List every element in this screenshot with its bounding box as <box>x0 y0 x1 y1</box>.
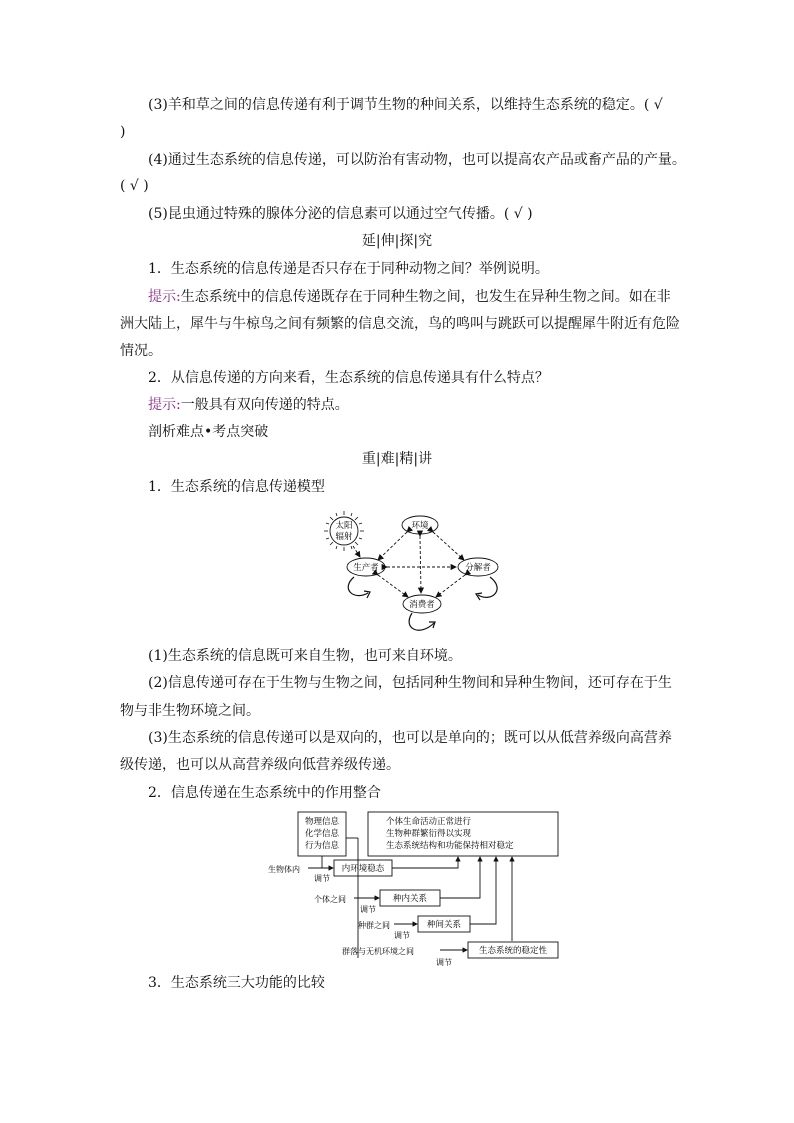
producer-label: 生产者 <box>353 563 379 573</box>
box-stability-label: 生态系统的稳定性 <box>478 946 548 956</box>
sun-label-line-2: 辐射 <box>335 532 353 542</box>
adjust-label-1: 调节 <box>314 874 330 883</box>
producer-self-loop <box>348 577 368 596</box>
arrow-env-consumer <box>420 536 421 593</box>
judgement-item-3-cont: ) <box>120 124 126 140</box>
arrow-interspecific-up <box>470 857 496 924</box>
adjust-label-2: 调节 <box>360 905 376 914</box>
answer-2-text: 一般具有双向传递的特点。 <box>180 397 349 413</box>
arrow-homeostasis-up <box>392 857 458 868</box>
arrow-env-decomposer <box>433 532 464 560</box>
judgement-item-4: (4)通过生态系统的信息传递，可以防治有害动物，也可以提高农产品或畜产品的产量。 <box>148 152 686 168</box>
section-title: 剖析难点•考点突破 <box>148 424 269 440</box>
adjust-label-4: 调节 <box>436 958 452 967</box>
hint-label: 提示: <box>148 289 181 305</box>
effect-ecosystem: 生态系统结构和功能保持相对稳定 <box>386 841 514 851</box>
box-intraspecific-label: 种内关系 <box>392 894 428 904</box>
info-type-chemical: 化学信息 <box>304 829 340 839</box>
note-2-line-2: 物与非生物环境之间。 <box>120 703 260 719</box>
level-between-populations: 种群之间 <box>358 921 390 930</box>
info-transfer-model-diagram <box>310 505 510 640</box>
note-3-line-2: 级传递，也可以从高营养级向低营养级传递。 <box>120 757 400 773</box>
extend-heading: 延|伸|探|究 <box>361 233 433 249</box>
info-role-integration-diagram <box>262 808 562 968</box>
decomposer-label: 分解者 <box>465 563 491 573</box>
extend-answer-1 <box>148 289 671 305</box>
box-interspecific-label: 种间关系 <box>426 920 462 930</box>
box-homeostasis-label: 内环境稳态 <box>341 864 385 874</box>
level-community-environment: 群落与无机环境之间 <box>342 947 414 956</box>
decomposer-self-loop <box>478 577 497 597</box>
arrow-decomposer-consumer <box>436 575 465 597</box>
effect-individual: 个体生命活动正常进行 <box>386 817 472 827</box>
judgement-item-3: (3)羊和草之间的信息传递有利于调节生物的种间关系，以维持生态系统的稳定。( √ <box>148 97 663 113</box>
arrow-producer-consumer <box>378 575 408 597</box>
arrow-env-producer <box>378 532 407 560</box>
environment-label: 环境 <box>411 521 429 531</box>
note-1: (1)生态系统的信息既可来自生物，也可来自环境。 <box>148 648 462 664</box>
consumer-label: 消费者 <box>409 600 435 610</box>
note-3-line-1: (3)生态系统的信息传递可以是双向的，也可以是单向的；既可以从低营养级向高营养 <box>148 730 672 746</box>
extend-question-1: 1．生态系统的信息传递是否只存在于同种动物之间？举例说明。 <box>148 261 549 277</box>
point-1-title: 1．生态系统的信息传递模型 <box>148 479 325 495</box>
judgement-item-5: (5)昆虫通过特殊的腺体分泌的信息素可以通过空气传播。( √ ) <box>148 206 533 222</box>
level-between-individuals: 个体之间 <box>314 895 346 904</box>
sun-radiation-node <box>324 511 364 551</box>
effect-population: 生物种群繁衍得以实现 <box>386 829 472 839</box>
point-3-title: 3．生态系统三大功能的比较 <box>148 975 325 991</box>
answer-1-line-3: 情况。 <box>120 343 162 359</box>
answer-1-line-2: 洲大陆上，犀牛与牛椋鸟之间有频繁的信息交流，鸟的鸣叫与跳跃可以提醒犀牛附近有危险 <box>120 316 680 332</box>
point-2-title: 2．信息传递在生态系统中的作用整合 <box>148 785 381 801</box>
adjust-label-3: 调节 <box>394 931 410 940</box>
hint-label: 提示: <box>148 397 181 413</box>
info-type-behavioral: 行为信息 <box>304 841 340 851</box>
sun-label-line-1: 太阳 <box>335 521 353 531</box>
extend-answer-2 <box>148 397 349 413</box>
arrow-intraspecific-up <box>440 857 480 898</box>
arrow-sun-producer <box>353 546 360 557</box>
analysis-heading: 重|难|精|讲 <box>361 451 433 467</box>
judgement-item-4-cont: ( √ ) <box>120 178 149 194</box>
extend-question-2: 2．从信息传递的方向来看，生态系统的信息传递具有什么特点？ <box>148 370 549 386</box>
info-type-physical: 物理信息 <box>304 817 340 827</box>
note-2-line-1: (2)信息传递可存在于生物与生物之间，包括同种生物间和异种生物间，还可存在于生 <box>148 675 672 691</box>
level-within-organism: 生物体内 <box>268 865 300 874</box>
answer-1-line-1: 生态系统中的信息传递既存在于同种生物之间，也发生在异种生物之间。如在非 <box>180 289 671 305</box>
